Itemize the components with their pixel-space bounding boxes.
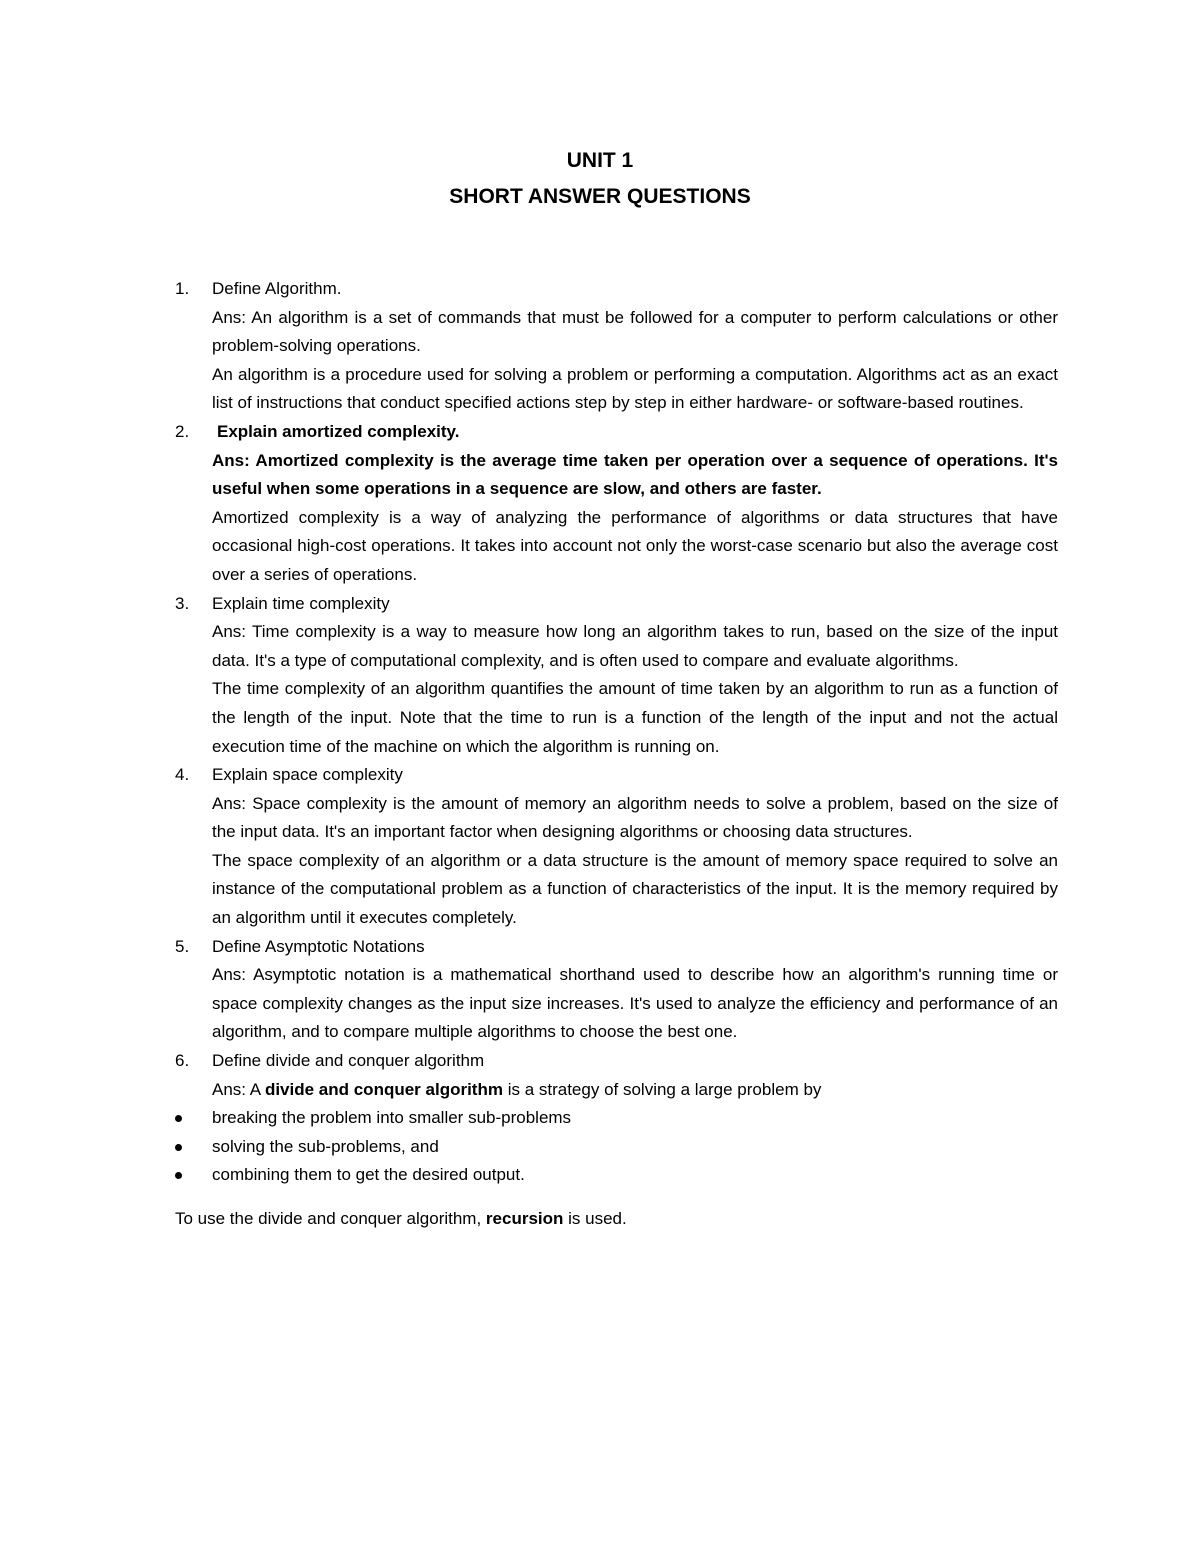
answer-bold-term: divide and conquer algorithm xyxy=(264,1079,503,1099)
answer-paragraph: Ans: An algorithm is a set of commands that must be followed for a computer to perform calculations or other problem-solving operations. xyxy=(212,307,1058,356)
question-3 xyxy=(0,590,1200,762)
closing-bold-term: recursion xyxy=(485,1209,564,1228)
bullet-icon xyxy=(175,1172,182,1179)
bullet-item xyxy=(0,1133,1200,1162)
answer-paragraph: Ans: Time complexity is a way to measure how long an algorithm takes to run, based on the size of the input data. It's a type of computational complexity, and is often used to compare and evaluate algorithms. xyxy=(212,622,1058,670)
question-number: 6. xyxy=(175,1051,190,1071)
question-6 xyxy=(0,1047,1200,1190)
question-title: Define divide and conquer algorithm xyxy=(212,1051,485,1071)
answer-paragraph xyxy=(212,1076,1058,1105)
bullet-text: solving the sub-problems, and xyxy=(212,1136,439,1156)
question-number: 1. xyxy=(175,279,190,298)
closing-paragraph xyxy=(175,1205,1200,1234)
closing-prefix: To use the divide and conquer algorithm, xyxy=(175,1209,486,1228)
question-number: 2. xyxy=(175,421,190,441)
unit-title: UNIT 1 xyxy=(566,149,634,172)
closing-suffix: is used. xyxy=(563,1209,627,1228)
bullet-list xyxy=(0,1104,1200,1190)
question-title: Explain amortized complexity. xyxy=(217,421,460,441)
question-1 xyxy=(0,275,1200,418)
answer-paragraph: Ans: Amortized complexity is the average time taken per operation over a sequence of operations. It's useful when some operations in a sequence are slow, and others are faster. xyxy=(212,450,1058,499)
question-2 xyxy=(0,418,1200,590)
question-title: Explain space complexity xyxy=(212,765,403,785)
answer-prefix: Ans: A xyxy=(212,1079,265,1099)
answer-paragraph: The space complexity of an algorithm or a data structure is the amount of memory space required to solve an instance of the computational problem as a function of characteristics of the input. It is the memory required by an algorithm until it executes completely. xyxy=(212,850,1058,928)
answer-paragraph: An algorithm is a procedure used for solving a problem or performing a computation. Algorithms act as an exact list of instructions that conduct specified actions step by step in either hardware- or software-based routines. xyxy=(212,364,1058,413)
question-list xyxy=(0,275,1200,1234)
bullet-text: breaking the problem into smaller sub-problems xyxy=(212,1108,572,1128)
bullet-icon xyxy=(175,1115,182,1122)
question-title: Define Algorithm. xyxy=(212,279,342,298)
question-title: Explain time complexity xyxy=(212,593,390,613)
question-title: Define Asymptotic Notations xyxy=(212,936,425,956)
question-5 xyxy=(0,933,1200,1047)
answer-suffix: is a strategy of solving a large problem by xyxy=(502,1079,822,1099)
question-number: 5. xyxy=(175,936,190,956)
bullet-icon xyxy=(175,1144,182,1151)
answer-paragraph: The time complexity of an algorithm quantifies the amount of time taken by an algorithm to run as a function of the length of the input. Note that the time to run is a function of the length of the input and not the actual execution time of the machine on which the algorithm is running on. xyxy=(212,679,1058,756)
section-title: SHORT ANSWER QUESTIONS xyxy=(449,185,751,208)
question-4 xyxy=(0,761,1200,933)
question-number: 3. xyxy=(175,593,190,613)
bullet-text: combining them to get the desired output. xyxy=(212,1165,525,1185)
bullet-item xyxy=(0,1104,1200,1133)
bullet-item xyxy=(0,1161,1200,1190)
answer-paragraph: Ans: Asymptotic notation is a mathematical shorthand used to describe how an algorithm's running time or space complexity changes as the input size increases. It's used to analyze the efficiency and performance of an algorithm, and to compare multiple algorithms to choose the best one. xyxy=(212,965,1058,1042)
answer-paragraph: Ans: Space complexity is the amount of memory an algorithm needs to solve a problem, based on the size of the input data. It's an important factor when designing algorithms or choosing data structures. xyxy=(212,793,1058,842)
question-number: 4. xyxy=(175,765,190,785)
answer-paragraph: Amortized complexity is a way of analyzing the performance of algorithms or data structures that have occasional high-cost operations. It takes into account not only the worst-case scenario but also the average cost over a series of operations. xyxy=(212,507,1058,584)
